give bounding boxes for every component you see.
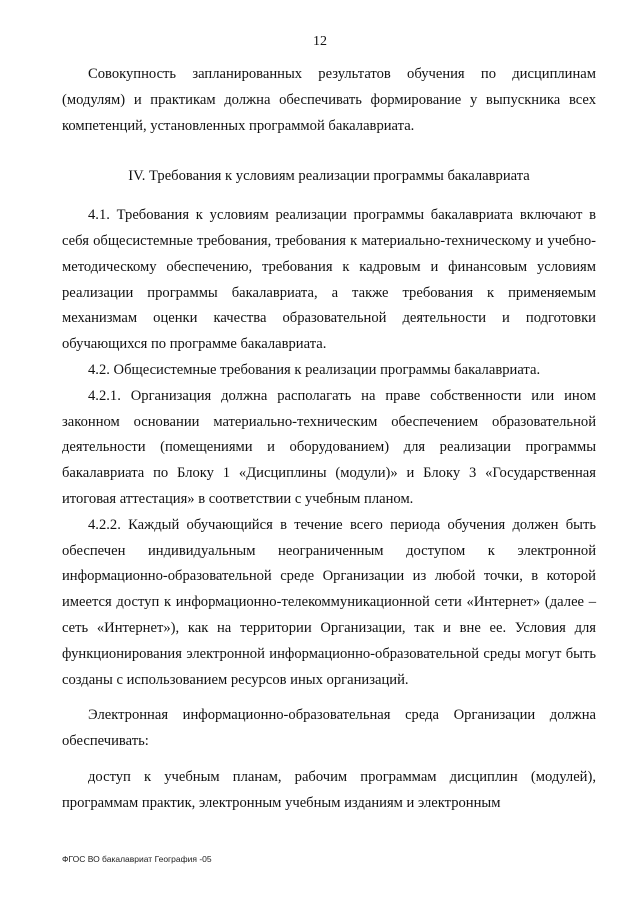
paragraph-results: Совокупность запланированных результатов обучения по дисциплинам (модулям) и практикам должна обеспечивать формирование у выпускника всех компетенций, установленных программой бакалавриата. [62,66,596,134]
paragraph-4-2: 4.2. Общесистемные требования к реализации программы бакалавриата. [88,361,541,378]
paragraph-4-1: 4.1. Требования к условиям реализации программы бакалавриата включают в себя общесистемные требования, требования к материально-техническому и учебно-методическому обеспечению, требования к кадровым и финансовым условиям реализации программы бакалавриата, а также требования к применяемым механизмам оценки качества образовательной деятельности и подготовки обучающихся по программе бакалавриата. [62,207,596,353]
paragraph-access: доступ к учебным планам, рабочим программам дисциплин (модулей), программам практик, электронным учебным изданиям и электронным [62,768,596,811]
paragraph-gap [62,755,596,765]
paragraph-gap [62,693,596,703]
paragraph-4-2-1: 4.2.1. Организация должна располагать на праве собственности или ином законном основании материально-техническим обеспечением образовательной деятельности (помещениями и оборудованием) для реализации программы бакалавриата по Блоку 1 «Дисциплины (модули)» и Блоку 3 «Государственная итоговая аттестация» в соответствии с учебным планом. [62,387,596,507]
section-heading: IV. Требования к условиям реализации программы бакалавриата [128,168,530,185]
page-number: 12 [313,34,327,49]
page-footer: ФГОС ВО бакалавриат География -05 [62,854,212,864]
paragraph-environment: Электронная информационно-образовательная среда Организации должна обеспечивать: [62,707,596,750]
document-body [62,62,596,817]
paragraph-4-2-2: 4.2.2. Каждый обучающийся в течение всего периода обучения должен быть обеспечен индивидуальным неограниченным доступом к электронной информационно-образовательной среде Организации из любой точки, в которой имеется доступ к информационно-телекоммуникационной сети «Интернет» (далее – сеть «Интернет»), как на территории Организации, так и вне ее. Условия для функционирования электронной информационно-образовательной среды могут быть созданы с использованием ресурсов иных организаций. [62,516,596,688]
